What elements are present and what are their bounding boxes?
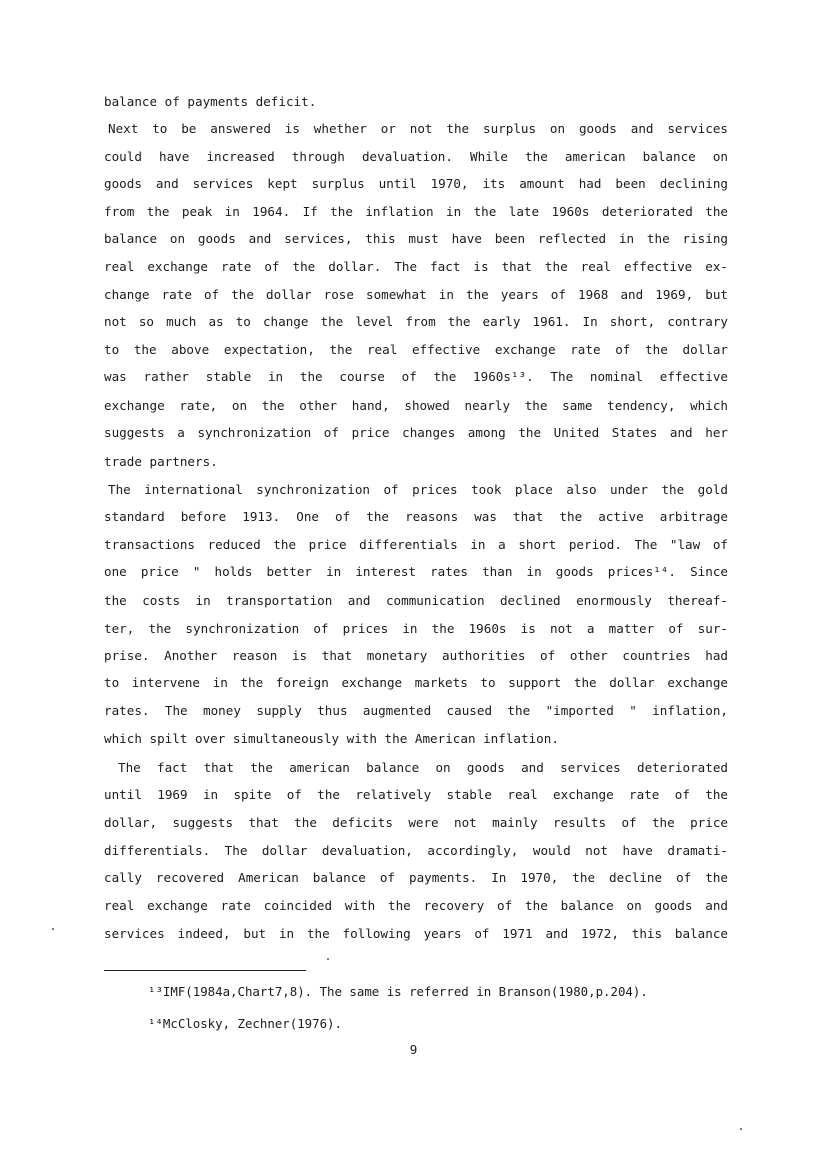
- text-line: cally recovered American balance of payments. In 1970, the decline of the: [104, 870, 728, 885]
- footnote-separator: [104, 970, 306, 971]
- text-line: goods and services kept surplus until 1970, its amount had been declining: [104, 176, 728, 191]
- text-line: was rather stable in the course of the 1960s¹³. The nominal effective: [104, 369, 728, 384]
- text-line: which spilt over simultaneously with the American inflation.: [104, 731, 559, 746]
- text-line: prise. Another reason is that monetary authorities of other countries had: [104, 648, 728, 663]
- text-line: trade partners.: [104, 454, 218, 469]
- text-line: services indeed, but in the following years of 1971 and 1972, this balance: [104, 926, 728, 941]
- text-line: until 1969 in spite of the relatively stable real exchange rate of the: [104, 787, 728, 802]
- text-line: to intervene in the foreign exchange markets to support the dollar exchange: [104, 675, 728, 690]
- text-line: to the above expectation, the real effective exchange rate of the dollar: [104, 342, 728, 357]
- text-line: The international synchronization of prices took place also under the gold: [108, 482, 728, 497]
- scan-speck: [740, 1128, 742, 1130]
- text-line: ter, the synchronization of prices in the 1960s is not a matter of sur-: [104, 621, 728, 636]
- text-line: The fact that the american balance on goods and services deteriorated: [118, 760, 728, 775]
- text-line: balance on goods and services, this must have been reflected in the rising: [104, 231, 728, 246]
- text-line: suggests a synchronization of price changes among the United States and her: [104, 425, 728, 440]
- text-line: change rate of the dollar rose somewhat in the years of 1968 and 1969, but: [104, 287, 728, 302]
- text-line: transactions reduced the price differentials in a short period. The "law of: [104, 537, 728, 552]
- text-line: Next to be answered is whether or not the surplus on goods and services: [108, 121, 728, 136]
- text-line: not so much as to change the level from the early 1961. In short, contrary: [104, 314, 728, 329]
- text-line: real exchange rate of the dollar. The fact is that the real effective ex-: [104, 259, 728, 274]
- text-line: could have increased through devaluation. While the american balance on: [104, 149, 728, 164]
- scan-speck: [52, 928, 54, 930]
- text-line: dollar, suggests that the deficits were not mainly results of the price: [104, 815, 728, 830]
- page-number: 9: [409, 1042, 418, 1057]
- text-line: differentials. The dollar devaluation, accordingly, would not have dramati-: [104, 843, 728, 858]
- footnote-14: ¹⁴McClosky, Zechner(1976).: [148, 1016, 342, 1031]
- text-line: exchange rate, on the other hand, showed nearly the same tendency, which: [104, 398, 728, 413]
- text-line: rates. The money supply thus augmented caused the "imported " inflation,: [104, 703, 728, 718]
- scan-speck: [327, 958, 329, 960]
- text-line: real exchange rate coincided with the recovery of the balance on goods and: [104, 898, 728, 913]
- text-line: balance of payments deficit.: [104, 94, 317, 109]
- footnote-13: ¹³IMF(1984a,Chart7,8). The same is referred in Branson(1980,p.204).: [148, 984, 648, 999]
- text-line: the costs in transportation and communication declined enormously thereaf-: [104, 593, 728, 608]
- text-line: from the peak in 1964. If the inflation in the late 1960s deteriorated the: [104, 204, 728, 219]
- text-line: standard before 1913. One of the reasons was that the active arbitrage: [104, 509, 728, 524]
- text-line: one price " holds better in interest rates than in goods prices¹⁴. Since: [104, 564, 728, 579]
